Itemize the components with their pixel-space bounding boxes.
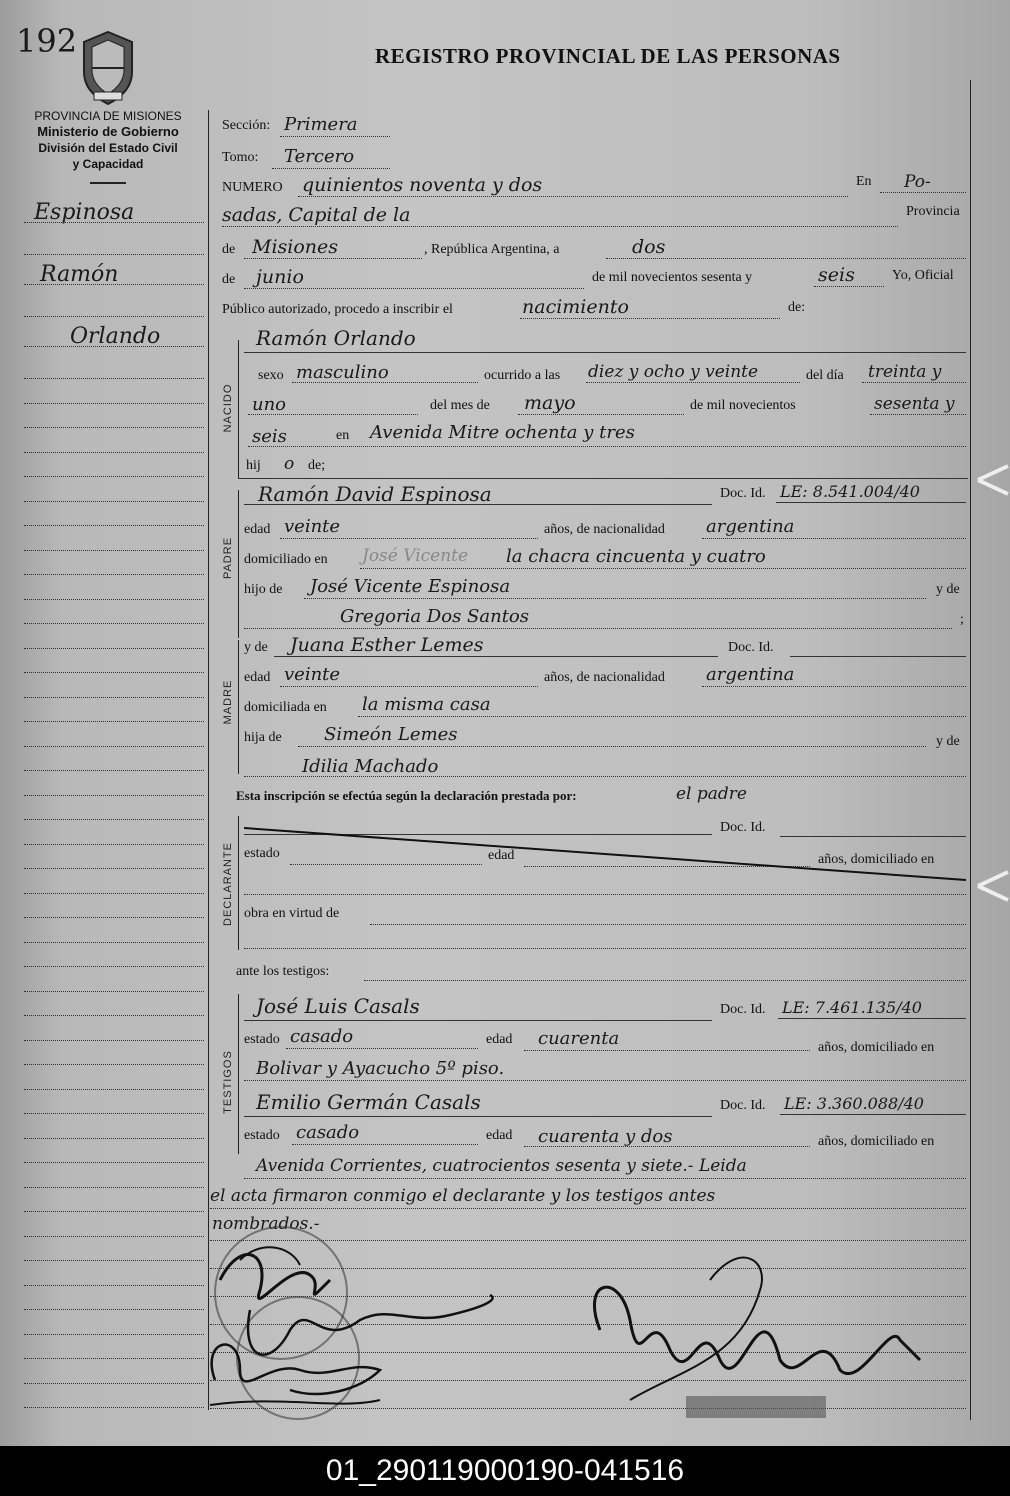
agency-block <box>10 108 206 184</box>
hij-value: o <box>284 454 295 474</box>
mother-name: Juana Esther Lemes <box>290 634 484 656</box>
margin-line <box>24 721 204 722</box>
margin-line <box>24 1187 204 1188</box>
testigos-section-label: TESTIGOS <box>222 1050 234 1114</box>
father-edad-label: edad <box>244 522 271 537</box>
agency-divider <box>90 182 126 184</box>
father-edad-dots <box>280 538 538 539</box>
margin-line <box>24 1211 204 1212</box>
margin-line <box>24 991 204 992</box>
binding-clip-2 <box>974 866 1010 906</box>
hora-dots <box>586 382 800 383</box>
mes-value: mayo <box>524 392 576 414</box>
witness1-doc-line <box>778 1018 966 1019</box>
del-dia-label: del día <box>806 368 844 383</box>
en-lugar-label: en <box>336 428 350 443</box>
province-dots <box>244 258 422 259</box>
father-yde-label: y de <box>936 582 960 597</box>
margin-line <box>24 599 204 600</box>
demil-nacido-label: de mil novecientos <box>690 398 796 413</box>
margin-first-name: Ramón <box>40 262 119 287</box>
place-dots <box>222 226 898 227</box>
father-hijo-label: hijo de <box>244 582 283 597</box>
witness2-anios-label: años, domiciliado en <box>818 1134 935 1149</box>
en-value: Po- <box>904 172 931 192</box>
witness1-estado-value: casado <box>290 1026 354 1047</box>
witness1-doc-label: Doc. Id. <box>720 1002 766 1017</box>
margin-line <box>24 1162 204 1163</box>
witness2-estado-label: estado <box>244 1128 280 1143</box>
margin-line <box>24 476 204 477</box>
margin-line <box>24 284 204 285</box>
witness2-estado-dots <box>292 1144 478 1145</box>
testigos-intro-dots <box>364 980 966 981</box>
margin-line <box>24 795 204 796</box>
margin-line <box>24 1064 204 1065</box>
anio-value-2: seis <box>252 426 287 447</box>
father-edad-value: veinte <box>284 516 341 537</box>
nacido-bracket <box>238 340 239 478</box>
declarante-dom-dots <box>244 894 966 895</box>
margin-second-name: Orlando <box>70 324 161 349</box>
de2-label: de <box>222 272 236 287</box>
paternal-grandmother-dots <box>244 628 952 629</box>
mother-nac-value: argentina <box>706 664 795 685</box>
closing-line-2: nombrados.- <box>212 1214 320 1234</box>
margin-line <box>24 1236 204 1237</box>
margin-line <box>24 672 204 673</box>
day-dots <box>606 258 966 259</box>
margin-line <box>24 550 204 551</box>
hora-value: diez y ocho y veinte <box>588 362 759 382</box>
footer-code: 01_290119000190-041516 <box>0 1446 1010 1496</box>
witness1-name-line <box>244 1020 712 1021</box>
margin-line <box>24 1309 204 1310</box>
mother-name-line <box>274 656 718 657</box>
father-doc-line <box>776 502 966 503</box>
mother-dom-dots <box>358 716 966 717</box>
numero-label: NUMERO <box>222 180 283 195</box>
sexo-label: sexo <box>258 368 284 383</box>
margin-line <box>24 403 204 404</box>
day-value: dos <box>632 236 666 258</box>
closing-line-1-dots <box>210 1208 966 1209</box>
mother-nac-label: años, de nacionalidad <box>544 670 665 685</box>
margin-line <box>24 1113 204 1114</box>
witness1-domicile-dots <box>244 1080 966 1081</box>
testigos-intro: ante los testigos: <box>236 964 330 979</box>
paternal-grandmother: Gregoria Dos Santos <box>340 606 529 627</box>
father-dom-label: domiciliado en <box>244 552 328 567</box>
witness1-estado-dots <box>286 1048 478 1049</box>
agency-capacity: y Capacidad <box>72 157 144 171</box>
mother-hija-value: Simeón Lemes <box>324 724 458 745</box>
seccion-label: Sección: <box>222 118 271 133</box>
witness1-edad-dots <box>524 1050 810 1051</box>
mes-label: del mes de <box>430 398 490 413</box>
year-dots <box>814 286 884 287</box>
margin-line <box>24 697 204 698</box>
father-name: Ramón David Espinosa <box>258 482 492 506</box>
margin-line <box>24 893 204 894</box>
place-value: sadas, Capital de la <box>222 204 411 226</box>
witness1-name: José Luis Casals <box>256 994 420 1018</box>
nacido-bottom-line <box>238 478 968 479</box>
anio-value: sesenta y <box>874 394 955 414</box>
cancel-strike-line <box>244 826 968 882</box>
declarante-estado-label: estado <box>244 846 280 861</box>
margin-line <box>24 1138 204 1139</box>
child-name-line <box>244 352 966 353</box>
month-value: junio <box>256 266 304 288</box>
province-value: Misiones <box>252 236 339 258</box>
testigos-bracket <box>238 994 239 1154</box>
margin-line <box>24 1334 204 1335</box>
father-nac-dots <box>702 538 966 539</box>
margin-line <box>24 623 204 624</box>
margin-line <box>24 1040 204 1041</box>
madre-section-label: MADRE <box>222 679 234 725</box>
tomo-label: Tomo: <box>222 150 259 165</box>
dia-value: treinta y <box>868 362 942 382</box>
numero-dots <box>298 196 848 197</box>
document-title: REGISTRO PROVINCIAL DE LAS PERSONAS <box>375 44 841 68</box>
witness2-doc-line <box>780 1114 966 1115</box>
margin-line <box>24 452 204 453</box>
margin-line <box>24 746 204 747</box>
mother-edad-label: edad <box>244 670 271 685</box>
margin-line <box>24 378 204 379</box>
padre-semicolon: ; <box>960 612 964 627</box>
father-name-line <box>244 504 712 505</box>
seccion-dots <box>280 136 390 137</box>
sexo-value: masculino <box>296 362 389 383</box>
declarante-section-label: DECLARANTE <box>222 842 234 926</box>
agency-division: División del Estado Civil <box>38 141 178 155</box>
mother-dom-label: domiciliada en <box>244 700 327 715</box>
publico-label: Público autorizado, procedo a inscribir el <box>222 302 453 317</box>
tomo-value: Tercero <box>284 146 355 167</box>
en-label: En <box>856 174 872 189</box>
witness2-edad-dots <box>524 1146 810 1147</box>
agency-ministry: Ministerio de Gobierno <box>37 124 179 139</box>
child-name: Ramón Orlando <box>256 326 416 350</box>
declarante-extra-dots <box>244 948 966 949</box>
closing-line-1: el acta firmaron conmigo el declarante y los testigos antes <box>210 1186 716 1206</box>
witness2-domicile: Avenida Corrientes, cuatrocientos sesenta y siete.- Leida <box>256 1156 747 1176</box>
declarante-edad-label: edad <box>488 848 515 863</box>
demil-label: de mil novecientos sesenta y <box>592 270 753 285</box>
anio-dots <box>870 414 966 415</box>
month-dots <box>244 288 584 289</box>
de3-label: de: <box>788 300 806 315</box>
margin-line <box>24 966 204 967</box>
margin-line <box>24 346 204 347</box>
declaracion-label: Esta inscripción se efectúa según la declaración prestada por: <box>236 788 577 803</box>
margin-line <box>24 316 204 317</box>
mother-doc-label: Doc. Id. <box>728 640 774 655</box>
margin-line <box>24 1015 204 1016</box>
ocurrido-label: ocurrido a las <box>484 368 561 383</box>
mother-hija-dots <box>298 746 926 747</box>
father-nac-value: argentina <box>706 516 795 537</box>
witness1-doc-value: LE: 7.461.135/40 <box>782 998 922 1017</box>
witness2-domicile-dots <box>244 1178 966 1179</box>
coat-of-arms-emblem <box>76 28 140 108</box>
mother-dom-value: la misma casa <box>362 694 491 715</box>
margin-line <box>24 1407 204 1408</box>
de-label: de <box>222 242 236 257</box>
mes-dots <box>518 414 684 415</box>
father-hijo-dots <box>304 598 926 599</box>
lugar-dots <box>248 446 966 447</box>
witness1-anios-label: años, domiciliado en <box>818 1040 935 1055</box>
margin-line <box>24 574 204 575</box>
seccion-value: Primera <box>284 114 358 135</box>
father-dom-struck: José Vicente <box>362 546 469 566</box>
margin-line <box>24 501 204 502</box>
witness2-name-line <box>244 1116 712 1117</box>
margin-line <box>24 1260 204 1261</box>
mother-nac-dots <box>702 686 966 687</box>
father-dom-value: la chacra cincuenta y cuatro <box>506 546 766 567</box>
declarante-doc-label: Doc. Id. <box>720 820 766 835</box>
father-doc-value: LE: 8.541.004/40 <box>780 482 920 501</box>
declarante-obra-dots <box>370 924 966 925</box>
margin-line <box>24 770 204 771</box>
margin-line <box>24 222 204 223</box>
maternal-grandmother-dots <box>244 776 966 777</box>
sexo-dots <box>292 382 478 383</box>
witness2-name: Emilio Germán Casals <box>256 1090 481 1114</box>
declarante-obra-label: obra en virtud de <box>244 906 340 921</box>
margin-line <box>24 942 204 943</box>
provincia-label: Provincia <box>906 204 960 219</box>
mother-yde2-label: y de <box>936 734 960 749</box>
witness2-doc-value: LE: 3.360.088/40 <box>784 1094 924 1113</box>
witness1-domicile: Bolivar y Ayacucho 5º piso. <box>256 1058 505 1079</box>
right-border-line <box>970 80 971 1420</box>
dia-value-2: uno <box>252 394 287 415</box>
padre-bracket <box>238 490 239 638</box>
margin-line <box>24 1358 204 1359</box>
margin-line <box>24 1285 204 1286</box>
lugar-value: Avenida Mitre ochenta y tres <box>370 422 635 443</box>
hij-label: hij <box>246 458 261 473</box>
handwritten-signatures <box>200 1220 980 1430</box>
declaracion-value: el padre <box>676 784 747 804</box>
mother-edad-value: veinte <box>284 664 341 685</box>
declarante-bracket <box>238 816 239 950</box>
mother-edad-dots <box>280 686 538 687</box>
madre-bracket <box>238 640 239 774</box>
padre-section-label: PADRE <box>222 536 234 580</box>
maternal-grandmother: Idilia Machado <box>302 756 439 777</box>
margin-line <box>24 844 204 845</box>
act-value: nacimiento <box>522 296 629 318</box>
en-dots <box>880 192 966 193</box>
margin-line <box>24 254 204 255</box>
yo-oficial-label: Yo, Oficial <box>892 268 954 283</box>
mother-yde-label: y de <box>244 640 268 655</box>
margin-line <box>24 525 204 526</box>
dia-dots <box>862 382 966 383</box>
margin-line <box>24 868 204 869</box>
witness2-edad-value: cuarenta y dos <box>538 1126 673 1147</box>
margin-line <box>24 917 204 918</box>
witness1-estado-label: estado <box>244 1032 280 1047</box>
act-dots <box>520 318 780 319</box>
page-number: 192 <box>16 22 78 60</box>
margin-border-line <box>208 110 209 1410</box>
mother-doc-line <box>790 656 966 657</box>
year-value: seis <box>818 264 855 286</box>
father-dom-dots <box>360 568 966 569</box>
nacido-section-label: NACIDO <box>222 383 234 433</box>
declarante-anios-label: años, domiciliado en <box>818 852 935 867</box>
margin-line <box>24 819 204 820</box>
hij-de-label: de; <box>308 458 326 473</box>
republica-label: , República Argentina, a <box>424 242 560 257</box>
tomo-dots <box>272 168 390 169</box>
witness1-edad-value: cuarenta <box>538 1028 620 1049</box>
binding-clip-1 <box>974 460 1010 500</box>
margin-line <box>24 1089 204 1090</box>
mother-hija-label: hija de <box>244 730 282 745</box>
numero-value: quinientos noventa y dos <box>302 174 543 196</box>
witness2-estado-value: casado <box>296 1122 360 1143</box>
agency-province: PROVINCIA DE MISIONES <box>34 109 182 123</box>
father-nac-label: años, de nacionalidad <box>544 522 665 537</box>
witness2-edad-label: edad <box>486 1128 513 1143</box>
father-hijo-value: José Vicente Espinosa <box>310 576 511 597</box>
margin-line <box>24 1383 204 1384</box>
witness1-edad-label: edad <box>486 1032 513 1047</box>
father-doc-label: Doc. Id. <box>720 486 766 501</box>
margin-line <box>24 648 204 649</box>
margin-surname: Espinosa <box>34 200 135 225</box>
margin-line <box>24 427 204 428</box>
dia-2-dots <box>248 414 418 415</box>
witness2-doc-label: Doc. Id. <box>720 1098 766 1113</box>
